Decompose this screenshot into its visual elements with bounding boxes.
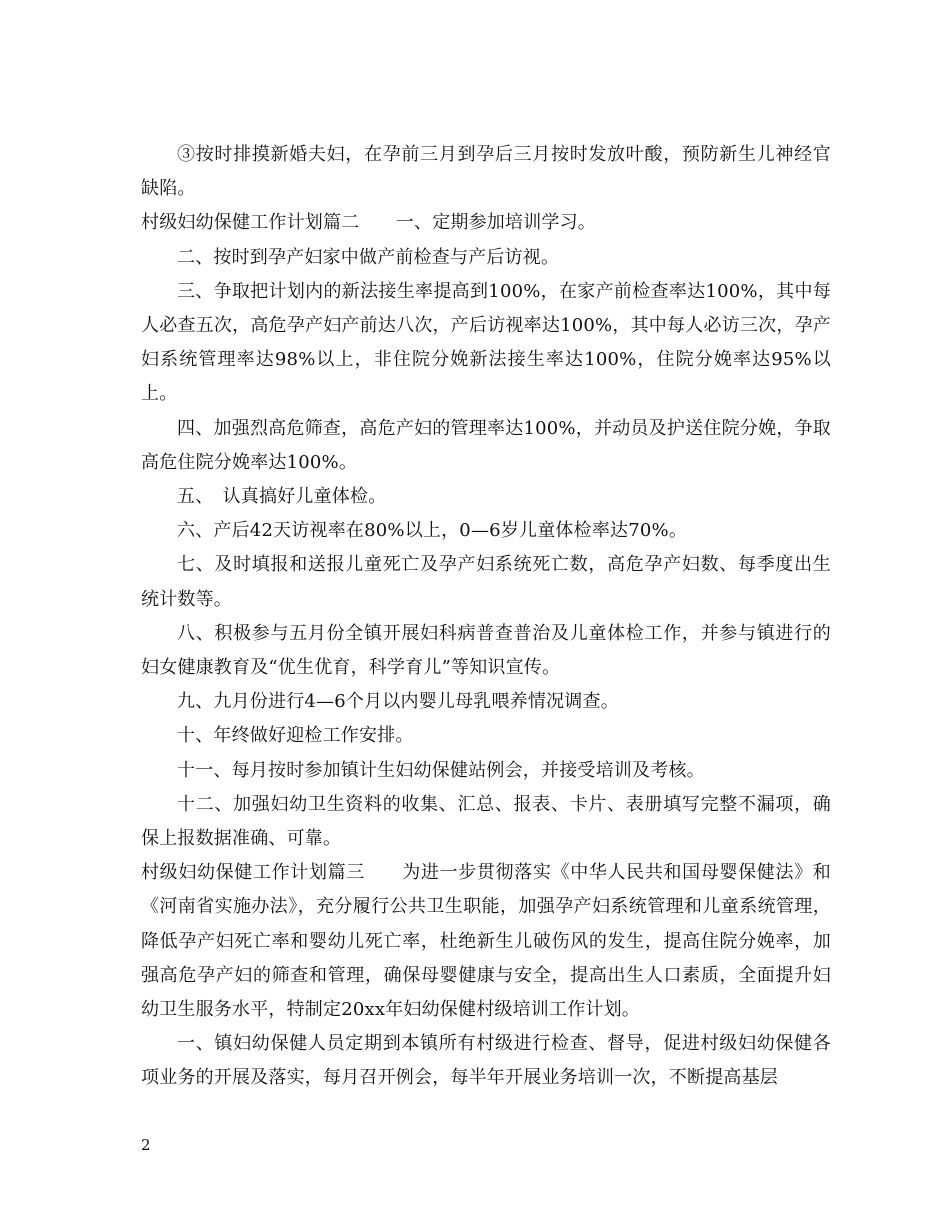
page-number: 2 [141, 1136, 151, 1154]
paragraph-plan-part-three: 村级妇幼保健工作计划篇三 为进一步贯彻落实《中华人民共和国母婴保健法》和《河南省实施办法》，充分履行公共卫生职能，加强孕产妇系统管理和儿童系统管理，降低孕产妇死亡率和婴幼儿死亡率，杜绝新生儿破伤风的发生，提高住院分娩率，加强高危孕产妇的筛查和管理，确保母婴健康与安全，提高出生人口素质，全面提升妇幼卫生服务水平，特制定20xx年妇幼保健村级培训工作计划。 [141, 862, 831, 1021]
paragraph-item-5: 五、 认真搞好儿童体检。 [177, 486, 387, 508]
paragraph-plan-part-two-heading: 村级妇幼保健工作计划篇二 一、定期参加培训学习。 [141, 212, 596, 234]
paragraph-item-6: 六、产后42天访视率在80%以上，0—6岁儿童体检率达70%。 [177, 520, 688, 542]
paragraph-item-11: 十一、每月按时参加镇计生妇幼保健站例会，并接受培训及考核。 [177, 759, 705, 781]
paragraph-item-12: 十二、加强妇幼卫生资料的收集、汇总、报表、卡片、表册填写完整不漏项，确保上报数据准确、可靠。 [141, 793, 831, 850]
paragraph-item-10: 十、年终做好迎检工作安排。 [177, 725, 414, 747]
paragraph-item-7: 七、及时填报和送报儿童死亡及孕产妇系统死亡数，高危孕产妇数、每季度出生统计数等。 [141, 554, 831, 610]
paragraph-item-9: 九、九月份进行4—6个月以内婴儿母乳喂养情况调查。 [177, 691, 619, 713]
paragraph-part-three-item-1: 一、镇妇幼保健人员定期到本镇所有村级进行检查、督导，促进村级妇幼保健各项业务的开展及落实，每月召开例会，每半年开展业务培训一次，不断提高基层 [141, 1033, 831, 1089]
paragraph-item-3: 三、争取把计划内的新法接生率提高到100%，在家产前检查率达100%，其中每人必查五次，高危孕产妇产前达八次，产后访视率达100%，其中每人必访三次，孕产妇系统管理率达98%以上，非住院分娩新法接生率达100%，住院分娩率达95%以上。 [141, 280, 831, 405]
paragraph-folic-acid: ③按时排摸新婚夫妇，在孕前三月到孕后三月按时发放叶酸，预防新生儿神经官缺陷。 [141, 144, 831, 200]
paragraph-item-8: 八、积极参与五月份全镇开展妇科病普查普治及儿童体检工作，并参与镇进行的妇女健康教育及“优生优育，科学育儿”等知识宣传。 [141, 622, 831, 679]
paragraph-item-4: 四、加强烈高危筛查，高危产妇的管理率达100%，并动员及护送住院分娩，争取高危住院分娩率达100%。 [141, 417, 831, 473]
document-body [141, 138, 831, 1096]
paragraph-item-2: 二、按时到孕产妇家中做产前检查与产后访视。 [177, 246, 560, 268]
